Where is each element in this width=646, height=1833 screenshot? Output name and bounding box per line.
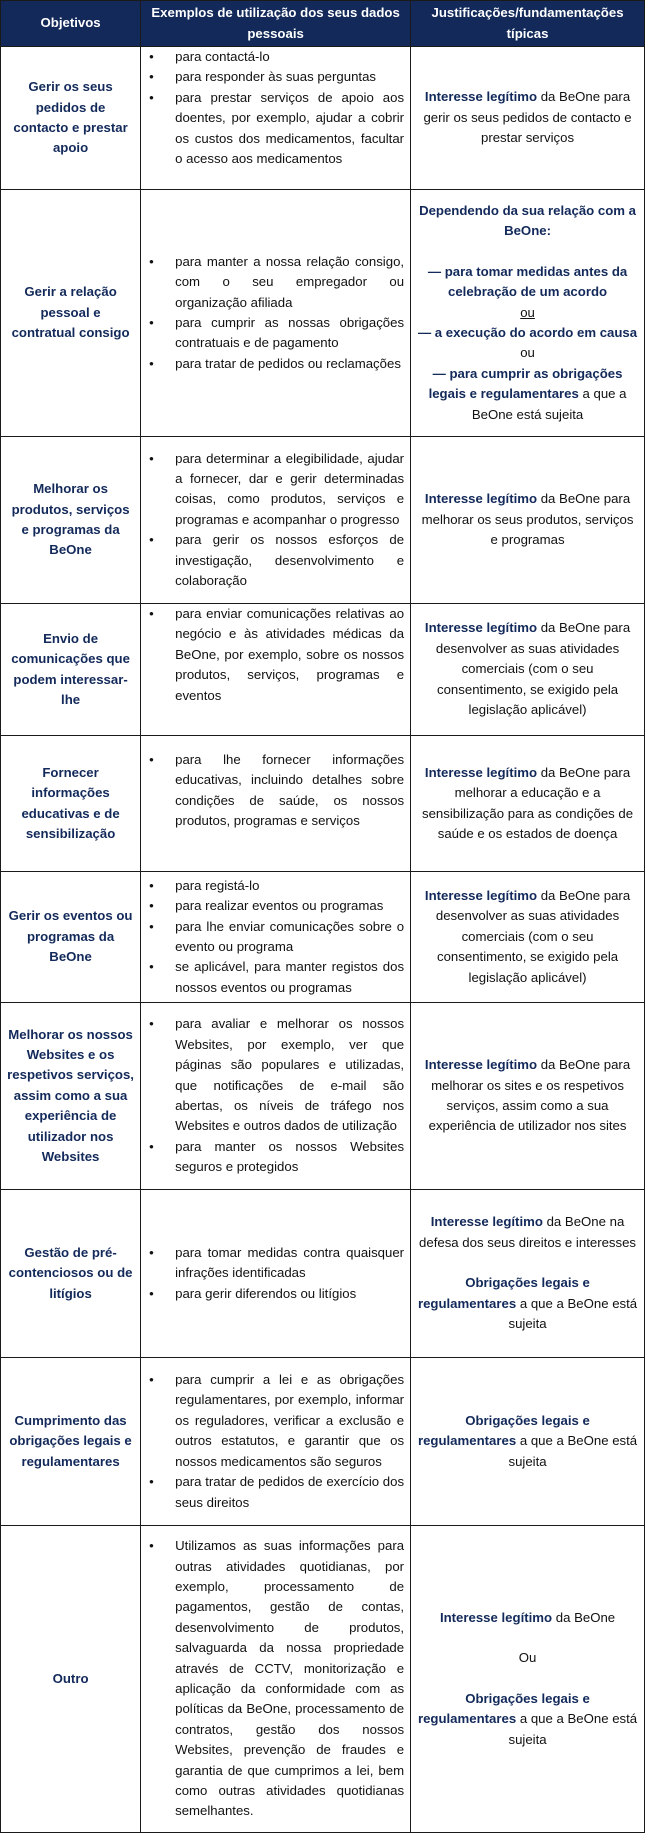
or-separator: ou (520, 345, 535, 361)
table-header (1, 1, 645, 47)
list-item: • para manter os nossos Websites seguros e protegidos (147, 1137, 404, 1178)
examples-list (147, 750, 404, 832)
examples-cell (141, 1190, 411, 1358)
list-item: • para realizar eventos ou programas (147, 896, 404, 916)
objective-cell: Gerir os seus pedidos de contacto e prestar apoio (1, 47, 141, 190)
objective-cell: Cumprimento das obrigações legais e regulamentares (1, 1358, 141, 1526)
justification-cell (411, 736, 645, 872)
legal-basis-label: Interesse legítimo (430, 1214, 543, 1230)
legal-basis-option: — para tomar medidas antes da celebração de um acordo (427, 263, 628, 300)
table-row (1, 872, 645, 1003)
list-item: • para lhe enviar comunicações sobre o evento ou programa (147, 917, 404, 958)
justification-text: da BeOne para desenvolver as suas atividades comerciais (com o seu consentimento, se exigido pela legislação aplicável) (435, 620, 631, 718)
table-row (1, 1190, 645, 1358)
legal-basis-label: Interesse legítimo (424, 491, 538, 507)
list-item: • para manter a nossa relação consigo, com o seu empregador ou organização afiliada (147, 252, 404, 313)
list-item: • para tratar de pedidos de exercício dos seus direitos (147, 1472, 404, 1513)
list-item: • para avaliar e melhorar os nossos Websites, por exemplo, ver que páginas são populares e utilizadas, que notificações de e-mail são abertas, os níveis de tráfego nos Websites e outros dados de utilização (147, 1014, 404, 1136)
objective-cell: Fornecer informações educativas e de sensibilização (1, 736, 141, 872)
objective-cell: Gerir os eventos ou programas da BeOne (1, 872, 141, 1003)
examples-list (147, 449, 404, 592)
objective-cell: Melhorar os produtos, serviços e programas da BeOne (1, 437, 141, 604)
examples-cell (141, 437, 411, 604)
legal-basis-label: Obrigações legais e regulamentares (417, 1690, 590, 1727)
legal-basis-label: Obrigações legais e regulamentares (417, 1275, 590, 1311)
or-separator: Ou (518, 1650, 537, 1666)
examples-cell (141, 1003, 411, 1190)
examples-cell (141, 190, 411, 437)
table-row (1, 47, 645, 190)
justification-text: a que a BeOne está sujeita (508, 1711, 638, 1747)
justification-text: a que a BeOne está sujeita (508, 1433, 638, 1469)
legal-basis-label: Interesse legítimo (424, 887, 538, 903)
table-row (1, 1003, 645, 1190)
examples-cell (141, 604, 411, 736)
justification-cell (411, 1003, 645, 1190)
justification-text: da BeOne (552, 1609, 616, 1625)
justification-cell (411, 872, 645, 1003)
or-separator: ou (520, 304, 535, 320)
examples-list (147, 1243, 404, 1304)
examples-cell (141, 1358, 411, 1526)
examples-cell (141, 1526, 411, 1833)
justification-text: da BeOne para gerir os seus pedidos de contacto e prestar serviços (423, 89, 632, 146)
table-row (1, 1358, 645, 1526)
legal-basis-label: Interesse legítimo (424, 764, 538, 780)
justification-text: da BeOne para melhorar a educação e a sensibilização para as condições de saúde e os estados de doença (421, 764, 634, 841)
objective-cell: Melhorar os nossos Websites e os respetivos serviços, assim como a sua experiência de utilizador nos Websites (1, 1003, 141, 1190)
list-item: • para lhe fornecer informações educativas, incluindo detalhes sobre condições de saúde, os nossos produtos, programas e serviços (147, 750, 404, 832)
table-row (1, 190, 645, 437)
list-item: • para responder às suas perguntas (147, 67, 404, 87)
justification-text: da BeOne para desenvolver as suas atividades comerciais (com o seu consentimento, se exigido pela legislação aplicável) (435, 887, 631, 985)
legal-basis-label: Interesse legítimo (424, 89, 538, 105)
justification-cell (411, 47, 645, 190)
justification-text: a que a BeOne está sujeita (471, 386, 627, 422)
table-row (1, 1526, 645, 1833)
list-item: • para tratar de pedidos ou reclamações (147, 354, 404, 374)
table-row (1, 604, 645, 736)
list-item: • Utilizamos as suas informações para outras atividades quotidianas, por exemplo, processamento de pagamentos, gestão de contas, desenvolvimento de produtos, salvaguarda da nossa propriedade através de CCTV, monitorização e aplicação da conformidade com as políticas da BeOne, processamento de contratos, gestão dos nossos Websites, prevenção de fraudes e garantia de que cumprimos a lei, bem como outras atividades quotidianas semelhantes. (147, 1536, 404, 1822)
list-item: • para tomar medidas contra quaisquer infrações identificadas (147, 1243, 404, 1284)
legal-basis-option: — para cumprir as obrigações legais e regulamentares (428, 365, 623, 402)
header-objectives: Objetivos (1, 1, 141, 47)
objective-cell: Gestão de pré-contenciosos ou de litígios (1, 1190, 141, 1358)
justification-cell (411, 437, 645, 604)
objective-cell: Envio de comunicações que podem interessar-lhe (1, 604, 141, 736)
examples-list (147, 1536, 404, 1822)
justification-cell (411, 1190, 645, 1358)
examples-list (147, 604, 404, 706)
justification-text: da BeOne para melhorar os sites e os respetivos serviços, assim como a sua experiência de utilizador nos sites (428, 1057, 631, 1134)
legal-basis-label: Interesse legítimo (439, 1609, 553, 1625)
examples-list (147, 252, 404, 374)
list-item: • para registá-lo (147, 876, 404, 896)
justification-text: a que a BeOne está sujeita (508, 1295, 638, 1332)
list-item: • para prestar serviços de apoio aos doentes, por exemplo, ajudar a cobrir os custos dos medicamentos, facultar o acesso aos medicamentos (147, 88, 404, 170)
objective-cell: Outro (1, 1526, 141, 1833)
header-justifications: Justificações/fundamentações típicas (411, 1, 645, 47)
legal-basis-option: — a execução do acordo em causa (417, 325, 638, 340)
justification-cell (411, 1358, 645, 1526)
list-item: • para determinar a elegibilidade, ajudar a fornecer, dar e gerir determinadas coisas, como produtos, serviços e programas e acompanhar o progresso (147, 449, 404, 531)
examples-list (147, 876, 404, 998)
examples-cell (141, 736, 411, 872)
list-item: • para gerir diferendos ou litígios (147, 1284, 404, 1304)
justification-text: da BeOne para melhorar os seus produtos, serviços e programas (421, 491, 634, 548)
justification-cell (411, 190, 645, 437)
list-item: • para enviar comunicações relativas ao negócio e às atividades médicas da BeOne, por exemplo, sobre os nossos produtos, serviços, programas e eventos (147, 604, 404, 706)
table-row (1, 736, 645, 872)
list-item: • se aplicável, para manter registos dos nossos eventos ou programas (147, 957, 404, 998)
justification-intro: Dependendo da sua relação com a BeOne: (419, 202, 636, 239)
list-item: • para cumprir as nossas obrigações contratuais e de pagamento (147, 313, 404, 354)
examples-cell (141, 872, 411, 1003)
objective-cell: Gerir a relação pessoal e contratual consigo (1, 190, 141, 437)
list-item: • para cumprir a lei e as obrigações regulamentares, por exemplo, informar os reguladores, verificar a exclusão e outros estatutos, e garantir que os nossos medicamentos são seguros (147, 1370, 404, 1472)
list-item: • para gerir os nossos esforços de investigação, desenvolvimento e colaboração (147, 530, 404, 591)
examples-list (147, 1370, 404, 1513)
list-item: • para contactá-lo (147, 47, 404, 67)
examples-cell (141, 47, 411, 190)
examples-list (147, 1014, 404, 1177)
justification-text: da BeOne na defesa dos seus direitos e interesses (419, 1214, 637, 1250)
legal-basis-label: Interesse legítimo (424, 1057, 538, 1073)
table-row (1, 437, 645, 604)
justification-cell (411, 604, 645, 736)
header-examples: Exemplos de utilização dos seus dados pessoais (141, 1, 411, 47)
legal-basis-label: Obrigações legais e regulamentares (417, 1412, 590, 1449)
examples-list (147, 47, 404, 169)
justification-cell (411, 1526, 645, 1833)
legal-basis-label: Interesse legítimo (424, 620, 538, 636)
